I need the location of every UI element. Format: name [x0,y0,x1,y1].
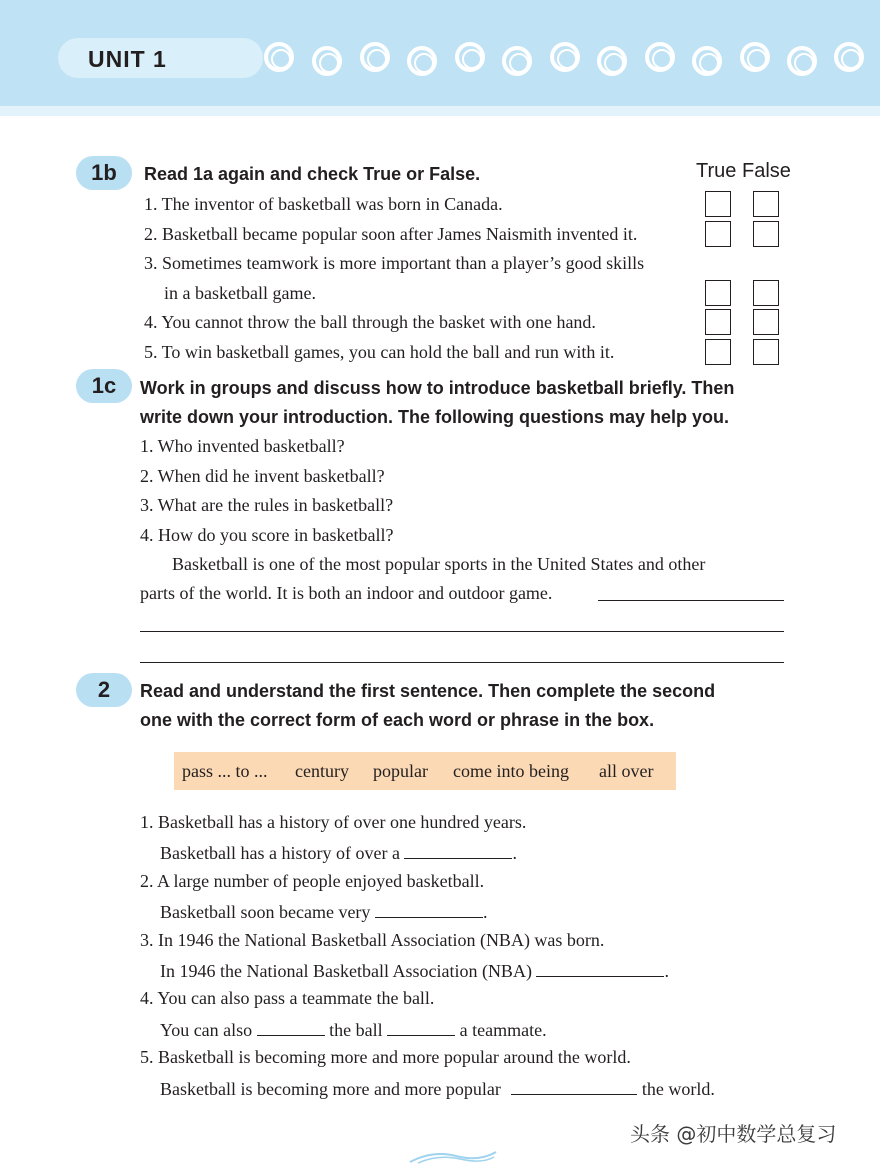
false-checkbox-5[interactable] [753,339,779,365]
word-option: all over [599,761,654,781]
tf-statement-continued: in a basketball game. [164,283,316,303]
false-checkbox-1[interactable] [753,191,779,217]
original-sentence: 3. In 1946 the National Basketball Association (NBA) was born. [140,930,605,950]
true-checkbox-3[interactable] [705,280,731,306]
section-1c-badge: 1c [76,369,132,403]
answer-blank[interactable] [511,1077,637,1095]
original-sentence: 5. Basketball is becoming more and more popular around the world. [140,1047,631,1067]
section-1c-instruction-line1: Work in groups and discuss how to introduce basketball briefly. Then [140,378,735,398]
tf-statement: 3. Sometimes teamwork is more important than a player’s good skills [144,253,645,273]
original-sentence: 4. You can also pass a teammate the ball. [140,988,435,1008]
original-sentence: 2. A large number of people enjoyed basketball. [140,871,485,891]
ring-icon [740,42,770,72]
section-2-instruction-line1: Read and understand the first sentence. Then complete the second [140,681,716,701]
watermark: 头条 @初中数学总复习 [630,1122,837,1146]
false-checkbox-4[interactable] [753,309,779,335]
tf-statement: 5. To win basketball games, you can hold the ball and run with it. [144,342,615,362]
rewrite-sentence: In 1946 the National Basketball Association (NBA) . [160,961,669,981]
answer-blank[interactable] [536,959,664,977]
intro-paragraph-line1: Basketball is one of the most popular sports in the United States and other [172,554,706,574]
intro-paragraph-line2: parts of the world. It is both an indoor and outdoor game. [140,583,553,603]
guide-question: 3. What are the rules in basketball? [140,495,394,515]
ring-icon [692,46,722,76]
rewrite-sentence: You can also the ball a teammate. [160,1020,547,1040]
tf-statement: 2. Basketball became popular soon after James Naismith invented it. [144,224,638,244]
true-checkbox-5[interactable] [705,339,731,365]
word-option: pass ... to ... [182,761,268,781]
ring-icon [407,46,437,76]
ring-icon [787,46,817,76]
ring-icon [264,42,294,72]
false-checkbox-2[interactable] [753,221,779,247]
answer-blank[interactable] [257,1018,325,1036]
section-2-badge: 2 [76,673,132,707]
ring-icon [455,42,485,72]
writing-line[interactable] [140,631,784,632]
guide-question: 2. When did he invent basketball? [140,466,385,486]
true-checkbox-2[interactable] [705,221,731,247]
unit-title: UNIT 1 [88,46,167,72]
answer-blank[interactable] [404,841,512,859]
rewrite-sentence: Basketball soon became very . [160,902,488,922]
tf-statement: 4. You cannot throw the ball through the basket with one hand. [144,312,596,332]
header-strip [0,106,880,116]
word-box [174,752,676,790]
true-label: True [696,160,737,182]
ring-icon [597,46,627,76]
section-1c-instruction-line2: write down your introduction. The following questions may help you. [140,407,730,427]
section-1b-badge: 1b [76,156,132,190]
false-checkbox-3[interactable] [753,280,779,306]
section-1b-instruction: Read 1a again and check True or False. [144,164,481,184]
true-checkbox-4[interactable] [705,309,731,335]
ring-icon [550,42,580,72]
original-sentence: 1. Basketball has a history of over one hundred years. [140,812,527,832]
ring-icon [360,42,390,72]
ring-icon [834,42,864,72]
guide-question: 4. How do you score in basketball? [140,525,394,545]
wave-decoration [408,1148,498,1164]
rewrite-sentence: Basketball is becoming more and more popular the world. [160,1079,715,1099]
answer-blank[interactable] [387,1018,455,1036]
word-option: popular [373,761,428,781]
word-option: come into being [453,761,569,781]
tf-statement: 1. The inventor of basketball was born in Canada. [144,194,503,214]
true-checkbox-1[interactable] [705,191,731,217]
guide-question: 1. Who invented basketball? [140,436,345,456]
writing-line[interactable] [598,600,784,601]
word-option: century [295,761,349,781]
answer-blank[interactable] [375,900,483,918]
section-2-instruction-line2: one with the correct form of each word or phrase in the box. [140,710,655,730]
ring-icon [502,46,532,76]
ring-icon [312,46,342,76]
rewrite-sentence: Basketball has a history of over a . [160,843,517,863]
false-label: False [742,160,791,182]
writing-line[interactable] [140,662,784,663]
ring-icon [645,42,675,72]
